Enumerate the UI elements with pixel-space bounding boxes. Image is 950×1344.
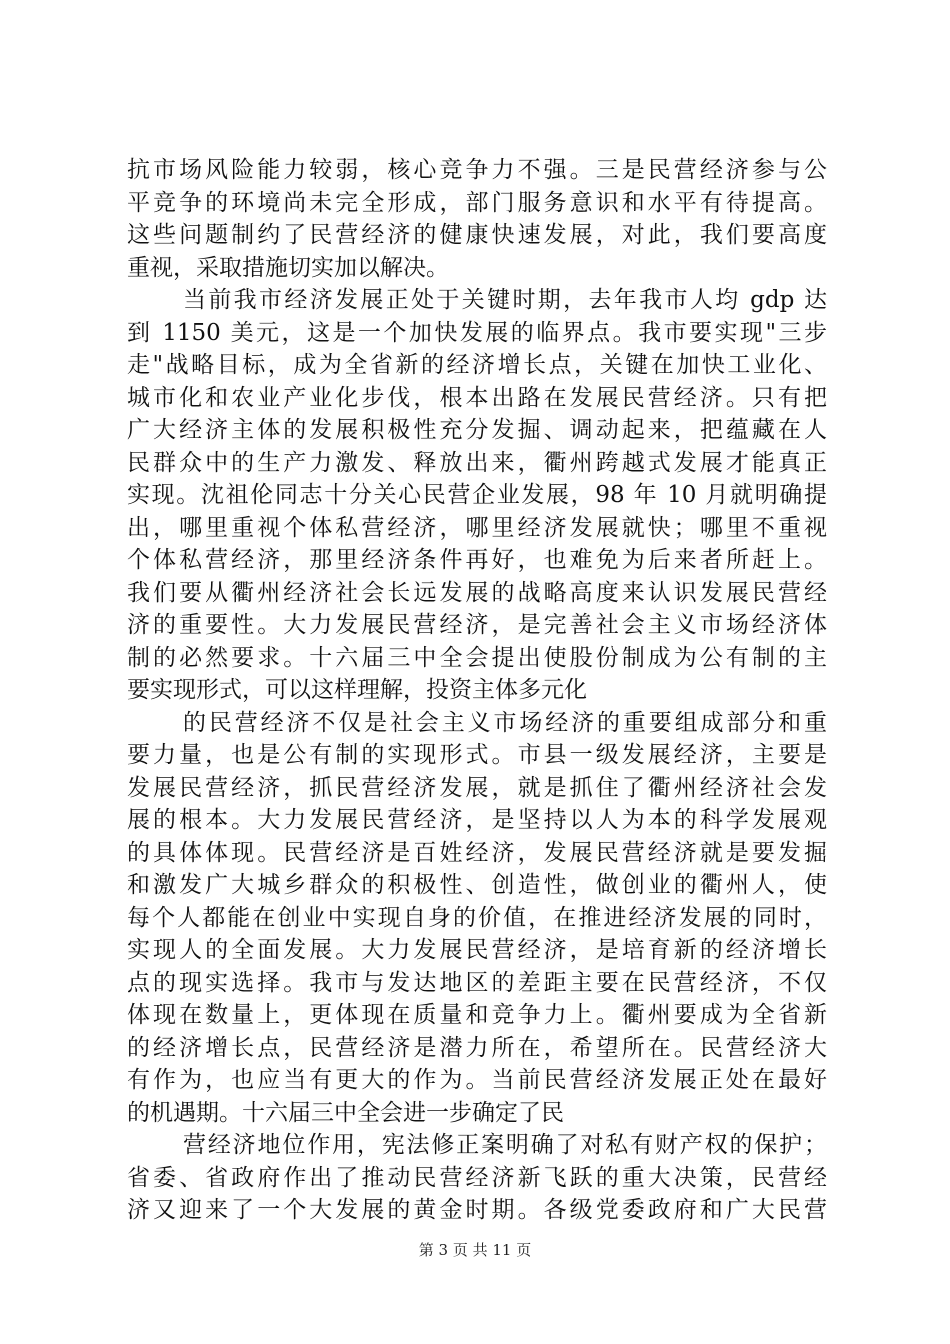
text-line: 到 1150 美元，这是一个加快发展的临界点。我市要实现"三步 [127,319,827,346]
text-line: 制的必然要求。十六届三中全会提出使股份制成为公有制的主 [127,644,827,671]
text-line: 实现人的全面发展。大力发展民营经济，是培育新的经济增长 [127,937,827,963]
text-line: 城市化和农业产业化步伐，根本出路在发展民营经济。只有把 [127,384,827,411]
text-line: 抗市场风险能力较弱，核心竞争力不强。三是民营经济参与公 [127,157,827,183]
text-line: 济又迎来了一个大发展的黄金时期。各级党委政府和广大民营 [127,1197,827,1223]
text-line: 重视，采取措施切实加以解决。 [127,254,449,281]
text-line: 有作为，也应当有更大的作为。当前民营经济发展正处在最好 [127,1067,827,1093]
text-line: 要实现形式，可以这样理解，投资主体多元化 [127,677,587,703]
text-line: 的经济增长点，民营经济是潜力所在，希望所在。民营经济大 [127,1034,827,1061]
text-line: 点的现实选择。我市与发达地区的差距主要在民营经济，不仅 [127,969,827,996]
body-text [127,154,827,1227]
text-line: 这些问题制约了民营经济的健康快速发展，对此，我们要高度 [127,222,827,248]
paragraph-start-line: 当前我市经济发展正处于关键时期，去年我市人均 gdp 达 [183,287,827,313]
text-line: 的具体体现。民营经济是百姓经济，发展民营经济就是要发掘 [127,839,827,866]
text-line: 的机遇期。十六届三中全会进一步确定了民 [127,1099,564,1126]
text-line: 平竞争的环境尚未完全形成，部门服务意识和水平有待提高。 [127,189,827,216]
text-line: 实现。沈祖伦同志十分关心民营企业发展，98 年 10 月就明确提 [127,482,827,508]
text-line: 济的重要性。大力发展民营经济，是完善社会主义市场经济体 [127,612,827,638]
text-line: 民群众中的生产力激发、释放出来，衢州跨越式发展才能真正 [127,449,827,476]
paragraph-start-line: 的民营经济不仅是社会主义市场经济的重要组成部分和重 [183,709,827,736]
text-line: 我们要从衢州经济社会长远发展的战略高度来认识发展民营经 [127,579,827,606]
text-line: 展的根本。大力发展民营经济，是坚持以人为本的科学发展观 [127,807,827,833]
text-line: 个体私营经济，那里经济条件再好，也难免为后来者所赶上。 [127,547,827,573]
page-number-footer: 第 3 页 共 11 页 [418,1241,532,1259]
text-line: 走"战略目标，成为全省新的经济增长点，关键在加快工业化、 [127,352,827,378]
text-line: 省委、省政府作出了推动民营经济新飞跃的重大决策，民营经 [127,1164,827,1191]
text-line: 出，哪里重视个体私营经济，哪里经济发展就快；哪里不重视 [127,514,827,541]
text-line: 广大经济主体的发展积极性充分发掘、调动起来，把蕴藏在人 [127,417,827,443]
text-line: 体现在数量上，更体现在质量和竞争力上。衢州要成为全省新 [127,1002,827,1028]
text-line: 要力量，也是公有制的实现形式。市县一级发展经济，主要是 [127,742,827,768]
paragraph-start-line: 营经济地位作用，宪法修正案明确了对私有财产权的保护； [183,1132,827,1158]
text-line: 发展民营经济，抓民营经济发展，就是抓住了衢州经济社会发 [127,774,827,801]
text-line: 每个人都能在创业中实现自身的价值，在推进经济发展的同时， [127,904,827,931]
text-line: 和激发广大城乡群众的积极性、创造性，做创业的衢州人，使 [127,872,827,898]
